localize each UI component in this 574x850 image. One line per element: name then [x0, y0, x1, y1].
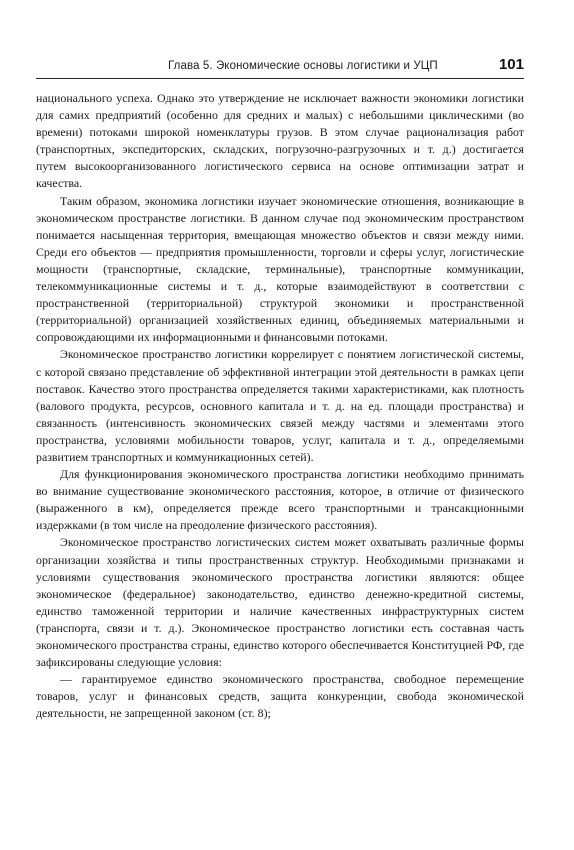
- chapter-title: Глава 5. Экономические основы логистики и УЦП: [168, 60, 438, 72]
- paragraph: национального успеха. Однако это утверждение не исключает важности экономики логистики для самих предприятий (особенно для средних и малых) с небольшими циклическими (во времени) потоками широкой номенклатуры грузов. В этом случае рационализация работ (транспортных, экспедиторских, складских, погрузочно-разгрузочных и т. д.) достигается путем высокоорганизованного логистического сервиса на основе оптимизации затрат и качества.: [36, 91, 524, 191]
- running-header: [36, 56, 524, 79]
- body-text: [36, 90, 524, 722]
- paragraph: Таким образом, экономика логистики изучает экономические отношения, возникающие в экономическом пространстве логистики. В данном случае под экономическим пространством понимается насыщенная территория, вмещающая множество объектов и связи между ними. Среди его объектов — предприятия промышленности, торговли и сферы услуг, логистические мощности (транспортные, складские, терминальные), транспортные коммуникации, телекоммуникационные системы и т. д., которые взаимодействуют в соответствии с пространственной (территориальной) структурой экономики и пространственной (территориальной) организацией хозяйственных единиц, объединяемых материальными и сопровождающими их информационными и финансовыми потоками.: [36, 193, 524, 345]
- paragraph: Экономическое пространство логистических систем может охватывать различные формы организации хозяйства и типы пространственных структур. Необходимыми признаками и условиями существования экономического пространства логистики являются: общее экономическое (федеральное) законодательство, единство денежно-кредитной системы, единство таможенной территории и наличие качественных инфраструктурных систем (транспорта, связи и т. д.). Экономическое пространство логистики есть составная часть экономического пространства страны, единство которого обеспечивается Конституцией РФ, где зафиксированы следующие условия:: [36, 535, 524, 670]
- list-item: — гарантируемое единство экономического пространства, свободное перемещение товаров, услуг и финансовых средств, защита конкуренции, свобода экономической деятельности, не запрещенной законом (ст. 8);: [36, 672, 524, 721]
- paragraph: Экономическое пространство логистики коррелирует с понятием логистической системы, с которой связано представление об эффективной интеграции этой деятельности в рамках цепи поставок. Качество этого пространства определяется такими характеристиками, как плотность (валового продукта, ресурсов, основного капитала и т. д. на ед. площади пространства) и связанность (интенсивность экономических связей между частями и элементами этого пространства, условиями мобильности товаров, услуг, капитала и т. д., определяемыми развитием транспортных и коммуникационных сетей).: [36, 347, 524, 464]
- page-number: 101: [498, 56, 524, 73]
- paragraph: Для функционирования экономического пространства логистики необходимо принимать во внимание существование экономического расстояния, которое, в отличие от физического (выраженного в км), определяется прежде всего транспортными и трансакционными издержками (в том числе на преодоление физического расстояния).: [36, 467, 524, 533]
